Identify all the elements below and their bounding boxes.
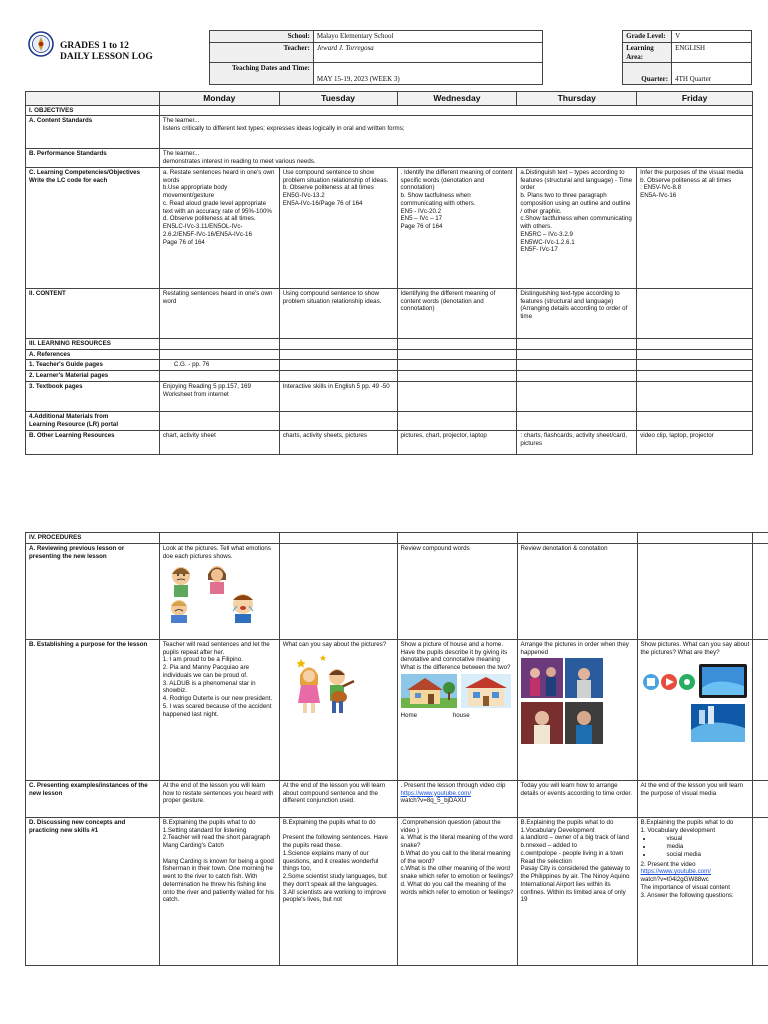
additional-materials-label: 4.Additional Materials from Learning Resource (LR) portal [26, 411, 160, 430]
area-label: Learning Area: [623, 42, 672, 63]
competencies-tuesday: Use compound sentence to show problem situation relationship of ideas. b. Observe politeness at all times EN5G-IVc-13.2 EN5A-IVc-16/Page 76 of 164 [279, 167, 397, 288]
header-info-table [209, 30, 752, 85]
textbook-pages-label: 3. Textbook pages [26, 381, 160, 411]
purpose-thursday [517, 639, 637, 780]
content-standards-text: The learner... listens critically to different text types; expresses ideas logically in oral and written forms; [159, 116, 752, 149]
content-standards-label: A. Content Standards [26, 116, 160, 149]
friday-link-tail: watch?v=t04i2gGW88wc The importance of visual content 3. Answer the following questions: [640, 876, 734, 899]
purpose-monday: Teacher will read sentences and let the pupils repeat after her. 1. I am proud to be a Filipino. 2. Pia and Manny Pacquiao are individuals we can be proud of. 3. ALDUB is a phenomenal star in showbiz. 4. Rodrigo Duterte is our new president. 5. I was scared because of the accident happened last night. [159, 639, 279, 780]
discussing-friday [637, 817, 753, 965]
kids-singing-guitar-illustration [289, 651, 359, 717]
discussing-thursday: B.Explaining the pupils what to do 1.Vocabulary Development a.landlord – owner of a big track of land b.nnexed – added to c.owntpolope - people living in a town Read the selection Pasay City is considered the gateway to the Philippines by air. The Ninoy Aquino International Airport lies within its confines. Within its limited area of only 19 [517, 817, 637, 965]
discussing-tuesday: B.Explaining the pupils what to do Present the following sentences. Have the pupils read these. 1.Science explains many of our questions, and it creates wonderful things too, 2.Some scientist study languages, but they don't speak all the languages. 3.All scientists are working to improve people's lives, but not [279, 817, 397, 965]
content-heading: II. CONTENT [26, 288, 160, 338]
purpose-friday-text: Show pictures. What can you say about the pictures? What are they? [640, 640, 750, 656]
other-resources-thursday: : charts, flashcards, activity sheet/card, pictures [517, 430, 637, 454]
examples-monday: At the end of the lesson you will learn how to restate sentences you heard with proper gesture. [159, 780, 279, 817]
teacher-value: Jeward J. Torregosa [313, 42, 543, 63]
procedures-heading: IV. PROCEDURES [26, 533, 160, 544]
procedures-table [25, 532, 768, 966]
discussing-friday-text: B.Explaining the pupils what to do 1. Vocabulary development [640, 818, 734, 834]
friday-present-video: 2. Present the video [640, 860, 696, 868]
content-friday [637, 288, 753, 338]
grade-value: V [672, 31, 752, 43]
house-and-home-illustration [401, 674, 511, 708]
dates-value: MAY 15-19, 2023 (WEEK 3) [313, 63, 543, 85]
day-tuesday: Tuesday [279, 92, 397, 106]
grade-label: Grade Level: [623, 31, 672, 43]
examples-thursday: Today you will learn how to arrange details or events according to time order. [517, 780, 637, 817]
other-resources-wednesday: pictures, chart, projector, laptop [397, 430, 517, 454]
area-value: ENGLISH [672, 42, 752, 63]
content-thursday: Distinguishing text-type according to features (structural and language) (Arranging details according to order of time [517, 288, 637, 338]
youtube-link-wednesday[interactable]: https://www.youtube.com/ [400, 789, 472, 797]
examples-tuesday: At the end of the lesson you will learn about compound sentence and the different conjunction used. [279, 780, 397, 817]
list-item: • visual [653, 835, 750, 843]
competencies-label: C. Learning Competencies/Objectives Write the LC code for each [26, 167, 160, 288]
day-thursday: Thursday [517, 92, 637, 106]
purpose-tuesday-text: What can you say about the pictures? [282, 640, 387, 648]
youtube-link-friday[interactable]: https://www.youtube.com/ [640, 868, 711, 876]
school-value: Malayo Elementary School [313, 31, 543, 43]
visual-media-illustration [641, 658, 749, 744]
list-item: • media [653, 843, 750, 851]
form-title-dll: DAILY LESSON LOG [60, 52, 153, 63]
deped-seal [28, 31, 54, 57]
examples-friday: At the end of the lesson you will learn the purpose of visual media [637, 780, 753, 817]
day-monday: Monday [159, 92, 279, 106]
performance-standards-label: B. Performance Standards [26, 149, 160, 168]
examples-wednesday-text: . Present the lesson through video clip [400, 781, 506, 789]
examples-wednesday [397, 780, 517, 817]
tg-pages-label: 1. Teacher's Guide pages [26, 360, 160, 371]
other-resources-tuesday: charts, activity sheets, pictures [279, 430, 397, 454]
quarter-value: 4TH Quarter [672, 63, 752, 85]
day-friday: Friday [637, 92, 753, 106]
purpose-tuesday [279, 639, 397, 780]
competencies-wednesday: . Identify the different meaning of content specific words (denotation and connotation) b. Show tactfulness when communicating with others. EN5 - IVc-20.2 EN5 – IVc – 17 Page 76 of 164 [397, 167, 517, 288]
day-wednesday: Wednesday [397, 92, 517, 106]
teacher-label: Teacher: [210, 42, 314, 63]
lm-pages-label: 2. Learner's Material pages [26, 371, 160, 382]
textbook-tuesday: Interactive skills in English 5 pp. 49 -50 [279, 381, 397, 411]
purpose-friday [637, 639, 753, 780]
emotion-kids-illustration [163, 562, 267, 624]
dates-label: Teaching Dates and Time: [210, 63, 314, 85]
other-resources-friday: video clip, laptop, projector [637, 430, 753, 454]
lesson-table-page1 [25, 91, 753, 455]
objectives-heading: I. OBJECTIVES [26, 105, 160, 116]
content-wednesday: Identifying the different meaning of content words (denotation and connotation) [397, 288, 517, 338]
content-monday: Restating sentences heard in one's own word [159, 288, 279, 338]
discussing-monday: B.Explaining the pupils what to do 1.Setting standard for listening 2.Teacher will read the short paragraph Mang Carding's Catch Mang Carding is known for being a good fisherman in their town. One morning he went to the river to catch fish. With determination he threw his fishing line onto the river and patiently waited for his catch. [159, 817, 279, 965]
competencies-monday: a. Restate sentences heard in one's own words b.Use appropriate body movement/gesture c. Read aloud grade level appropriate text with an accuracy rate of 95%-100% d. Observe politeness at all times. EN5LC-IVc-3.11/EN5OL-IVc-2.6.2/EN5F-IVc-16/EN5A-IVc-16 Page 76 of 164 [159, 167, 279, 288]
youtube-link-wednesday-tail: watch?v=8q_5_bjDAXU [400, 797, 467, 805]
purpose-wednesday-text: Show a picture of house and a home. Have the pupils describe it by giving its denotative and connotative meaning What is the difference between the two? [400, 640, 511, 671]
content-tuesday: Using compound sentence to show problem situation relationship ideas. [279, 288, 397, 338]
home-caption: Home [400, 711, 418, 719]
competencies-thursday: a.Distinguish text – types according to features (structural and language) - Time order b. Plans two to three paragraph composition using an outline and outline / other graphic. c.Show tactfulness when communicating with others. EN5RC – IVc-3.2.9 EN5WC-IVc-1.2.6.1 EN5F- IVc-17 [517, 167, 637, 288]
performance-standards-text: The learner... demonstrates interest in reading to meet various needs. [159, 149, 752, 168]
other-resources-label: B. Other Learning Resources [26, 430, 160, 454]
purpose-thursday-text: Arrange the pictures in order when they happened [520, 640, 629, 656]
form-title-grades: GRADES 1 to 12 [60, 41, 129, 51]
event-photos-collage [521, 658, 629, 744]
quarter-label: Quarter: [623, 63, 672, 85]
discussing-wednesday: .Comprehension question (about the video ) a. What is the literal meaning of the word snake? b.What do you call to the literal meaning of the word? c.What is the other meaning of the word snake which refer to emotion or feelings? d. What do you call the meaning of the words which refer to emotion or feelings? [397, 817, 517, 965]
friday-vocab-list [641, 835, 750, 858]
discussing-label: D. Discussing new concepts and practicing new skills #1 [26, 817, 160, 965]
review-label: A. Reviewing previous lesson or presenting the new lesson [26, 543, 160, 639]
review-wednesday: Review compound words [397, 543, 517, 639]
review-tuesday [279, 543, 397, 639]
references-label: A. References [26, 349, 160, 360]
review-monday-text: Look at the pictures. Tell what emotions doe each pictures shows. [162, 544, 271, 560]
textbook-monday: Enjoying Reading 5 pp.157, 169 Worksheet from internet [159, 381, 279, 411]
resources-heading: III. LEARNING RESOURCES [26, 338, 160, 349]
tg-pages-monday: C.G. - pp. 76 [159, 360, 279, 371]
list-item: • social media [653, 851, 750, 859]
examples-label: C. Presenting examples/instances of the new lesson [26, 780, 160, 817]
purpose-wednesday [397, 639, 517, 780]
school-label: School: [210, 31, 314, 43]
purpose-label: B. Establishing a purpose for the lesson [26, 639, 160, 780]
other-resources-monday: chart, activity sheet [159, 430, 279, 454]
house-caption: house [452, 711, 470, 719]
review-friday [637, 543, 753, 639]
review-thursday: Review denotation & conotation [517, 543, 637, 639]
competencies-friday: Infer the purposes of the visual media b. Observe politeness at all times : EN5V-IVc-8.8 EN5A-IVc-16 [637, 167, 753, 288]
review-monday [159, 543, 279, 639]
